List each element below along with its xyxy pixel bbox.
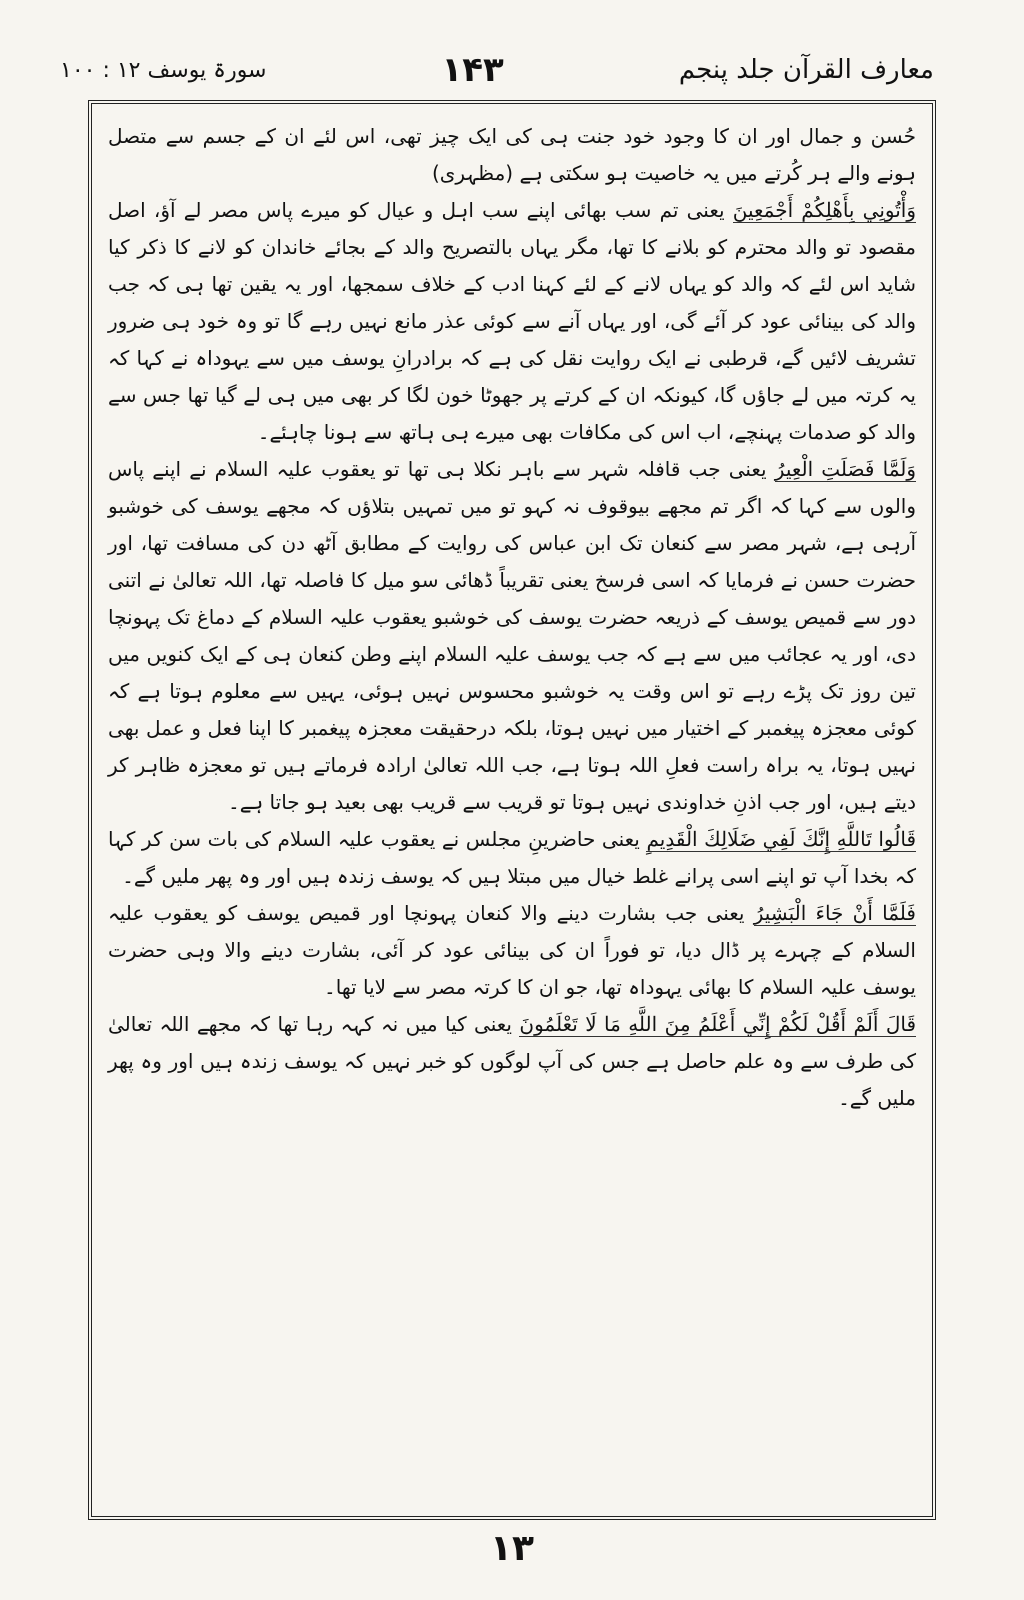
quran-verse: فَلَمَّا أَنْ جَاءَ الْبَشِيرُ — [753, 901, 916, 925]
paragraph — [108, 895, 916, 1006]
paragraph-text: یعنی تم سب بھائی اپنے سب اہل و عیال کو میرے پاس مصر لے آؤ، اصل مقصود تو والد محترم کو بلانے کا تھا، مگر یہاں بالتصریح والد کے بجائے خاندان کو لانے کا ذکر کیا شاید اس لئے کہ والد کو یہاں لانے کے لئے کہنا ادب کے خلاف سمجھا، اور یہ یقین تھا ہی کہ جب والد کی بینائی عود کر آئے گی، اور یہاں آنے سے کوئی عذر مانع نہیں رہے گا تو وہ خود ہی ضرور تشریف لائیں گے، قرطبی نے ایک روایت نقل کی ہے کہ برادرانِ یوسف میں سے یہوداہ نے کہا کہ یہ کرتہ میں لے جاؤں گا، کیونکہ ان کے کرتے پر جھوٹا خون لگا کر بھی میں ہی لے گیا تھا جس سے والد کو صدمات پہنچے، اب اس کی مکافات بھی میرے ہی ہاتھ سے ہونا چاہئے۔ — [108, 198, 916, 444]
footer-page-marker: ۱۳ — [490, 1528, 534, 1569]
paragraph — [108, 451, 916, 821]
paragraph-text: یعنی کیا میں نہ کہہ رہا تھا کہ مجھے اللہ تعالیٰ کی طرف سے وہ علم حاصل ہے جس کی آپ لوگوں کو خبر نہیں کہ یوسف زندہ ہیں اور وہ پھر ملیں گے۔ — [108, 1012, 917, 1110]
paragraph-text: یعنی جب قافلہ شہر سے باہر نکلا ہی تھا تو یعقوب علیہ السلام نے اپنے پاس والوں سے کہا کہ اگر تم مجھے بیوقوف نہ کہو تو میں تمہیں بتلاؤں کہ مجھے یوسف کی خوشبو آرہی ہے، شہر مصر سے کنعان تک ابن عباس کی روایت کے مطابق آٹھ دن کی مسافت تھا، اور حضرت حسن نے فرمایا کہ اسی فرسخ یعنی تقریباً ڈھائی سو میل کا فاصلہ تھا، اللہ تعالیٰ نے اتنی دور سے قمیص یوسف کے ذریعہ حضرت یوسف کی خوشبو یعقوب علیہ السلام کے دماغ تک پہونچا دی، اور یہ عجائب میں سے ہے کہ جب یوسف علیہ السلام اپنے وطن کنعان ہی کے ایک کنویں میں تین روز تک پڑے رہے تو اس وقت یہ خوشبو محسوس نہیں ہوئی، یہیں سے معلوم ہوتا ہے کہ کوئی معجزہ پیغمبر کے اختیار میں نہیں ہوتا، بلکہ درحقیقت معجزہ پیغمبر کا اپنا فعل و عمل بھی نہیں ہوتا، یہ براہ راست فعلِ اللہ ہوتا ہے، جب اللہ تعالیٰ ارادہ فرماتے ہیں تو معجزہ ظاہر کر دیتے ہیں، اور جب اذنِ خداوندی نہیں ہوتا تو قریب سے قریب بھی بعید ہو جاتا ہے۔ — [108, 457, 916, 814]
paragraph — [108, 821, 916, 895]
quran-verse: قَالُوا تَاللَّهِ إِنَّكَ لَفِي ضَلَالِكَ الْقَدِيمِ — [646, 827, 916, 851]
page-number: ۱۴۳ — [441, 50, 504, 90]
paragraph — [108, 192, 916, 451]
surah-reference: سورۃ یوسف ۱۲ : ۱۰۰ — [60, 57, 267, 83]
book-title: معارف القرآن جلد پنجم — [678, 55, 934, 85]
paragraph-text: یعنی حاضرینِ مجلس نے یعقوب علیہ السلام کی بات سن کر کہا کہ بخدا آپ تو اپنے اسی پرانے غلط خیال میں مبتلا ہیں کہ یوسف زندہ ہیں اور وہ پھر ملیں گے۔ — [108, 827, 916, 888]
text-frame — [88, 100, 936, 1520]
paragraph — [108, 118, 916, 192]
paragraph-text: حُسن و جمال اور ان کا وجود خود جنت ہی کی ایک چیز تھی، اس لئے ان کے جسم سے متصل ہونے والے ہر کُرتے میں یہ خاصیت ہو سکتی ہے (مظہری) — [108, 124, 916, 185]
paragraph-text: یعنی جب بشارت دینے والا کنعان پہونچا اور قمیص یوسف کو یعقوب علیہ السلام کے چہرے پر ڈال دیا، تو فوراً ان کی بینائی عود کر آئی، بشارت دینے والا وہی حضرت یوسف علیہ السلام کا بھائی یہوداہ تھا، جو ان کا کرتہ مصر سے لایا تھا۔ — [108, 901, 916, 999]
quran-verse: قَالَ أَلَمْ أَقُلْ لَكُمْ إِنِّي أَعْلَمُ مِنَ اللَّهِ مَا لَا تَعْلَمُونَ — [519, 1012, 917, 1036]
quran-verse: وَلَمَّا فَصَلَتِ الْعِيرُ — [774, 457, 917, 481]
paragraph — [108, 1006, 916, 1117]
page-header — [60, 40, 934, 100]
quran-verse: وَأْتُونِي بِأَهْلِكُمْ أَجْمَعِينَ — [732, 198, 917, 222]
body-text — [108, 118, 916, 1117]
